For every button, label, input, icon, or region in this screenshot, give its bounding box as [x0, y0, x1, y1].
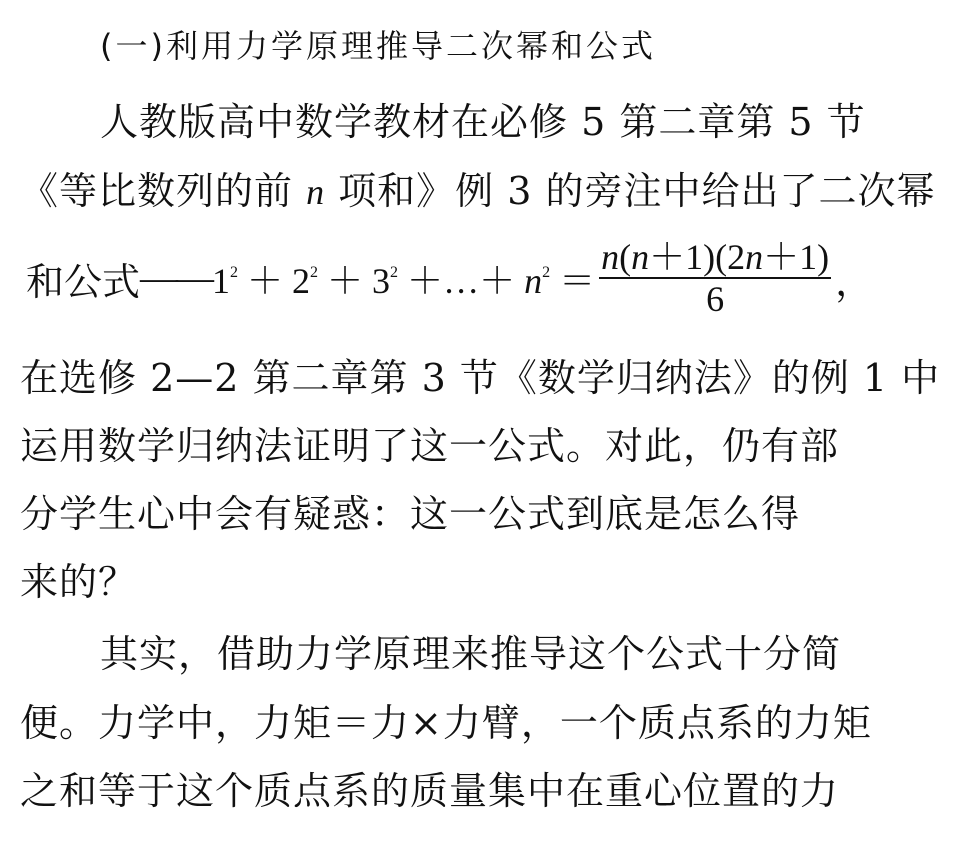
section-heading: (一)利用力学原理推导二次幂和公式: [100, 27, 656, 65]
formula-intro: 和公式: [26, 259, 141, 304]
paragraph2-line2: 便。力学中，力矩＝力×力臂，一个质点系的力矩: [20, 701, 872, 745]
paragraph1-line6: 分学生心中会有疑惑：这一公式到底是怎么得: [20, 492, 801, 536]
paragraph2-line1: 其实，借助力学原理来推导这个公式十分简: [100, 632, 842, 676]
paragraph1-line5: 运用数学归纳法证明了这一公式。对此，仍有部: [20, 424, 840, 468]
formula-trailing-comma: ，: [835, 259, 874, 304]
fraction-numerator: n(n＋1)(2n＋1): [601, 237, 830, 277]
paragraph1-line4: 在选修 2—2 第二章第 3 节《数学归纳法》的例 1 中: [20, 356, 941, 400]
paragraph1-line2: [20, 165, 936, 218]
paragraph2-line3: 之和等于这个质点系的质量集中在重心位置的力: [20, 769, 840, 813]
fraction-denominator: 6: [706, 279, 725, 319]
paragraph1-line1: 人教版高中数学教材在必修 5 第二章第 5 节: [100, 100, 866, 144]
formula-fraction: [599, 237, 831, 319]
em-dash: ——: [140, 257, 213, 299]
formula-line: [26, 237, 874, 319]
paragraph1-line2-pre: 《等比数列的前: [20, 169, 307, 213]
paragraph1-line2-post: 项和》例 3 的旁注中给出了二次幂: [325, 169, 936, 213]
sum-of-squares-formula: $1^2 + 2^2 + 3^2$ ＋…＋ $n^2$ ＝: [212, 260, 596, 301]
variable-n: n: [306, 172, 326, 212]
paragraph1-line7: 来的？: [20, 560, 138, 604]
